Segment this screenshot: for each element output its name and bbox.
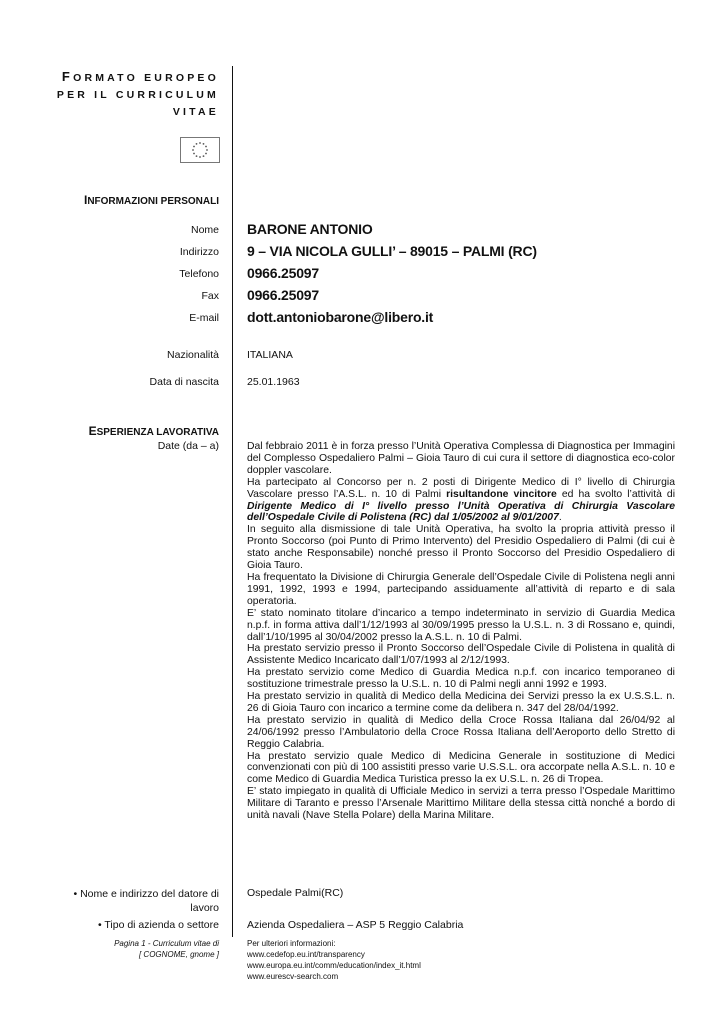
eu-flag-icon: [180, 137, 220, 163]
experience-paragraph: E’ stato impiegato in qualità di Ufficiale Medico in servizi a terra presso l’Ospedale Marittimo Militare di Taranto e presso l’Arsenale Marittimo Militare della stessa città nonché a bordo di unità navali (Nave Stella Polare) della Marina Militare.: [247, 786, 675, 822]
address-label: Indirizzo: [179, 246, 219, 258]
fax-value: 0966.25097: [247, 287, 319, 303]
page-title: [57, 68, 219, 121]
title-line-1-text: ORMATO EUROPEO: [73, 72, 219, 84]
footer-links: [247, 938, 421, 982]
experience-description: [247, 441, 675, 822]
footer-page-number: Pagina 1 - Curriculum vitae di: [114, 939, 219, 948]
text-bold: risultandone vincitore: [446, 488, 557, 500]
company-type-label: • Tipo di azienda o settore: [97, 919, 219, 931]
experience-paragraph: Ha frequentato la Divisione di Chirurgia Generale dell’Ospedale Civile di Polistena negli anni 1991, 1992, 1993 e 1994, partecipando assiduamente all’attività di reparto e di sala operatoria.: [247, 571, 675, 607]
experience-paragraph: Ha prestato servizio presso il Pronto Soccorso dell’Ospedale Civile di Polistena in qualità di Assistente Medico Incaricato dall’1/07/1993 al 2/12/1993.: [247, 643, 675, 667]
experience-paragraph: E’ stato nominato titolare d’incarico a tempo indeterminato in servizio di Guardia Medica n.p.f. in forma attiva dall’1/12/1993 al 30/09/1995 presso la U.S.L. n. 3 di Rossano e, quindi, dall’1/10/1995 al 30/04/2002 presso la A.S.L. n. 10 di Palmi.: [247, 607, 675, 643]
title-line-2: PER IL CURRICULUM: [56, 89, 219, 101]
address-value: 9 – VIA NICOLA GULLI’ – 89015 – PALMI (RC): [247, 243, 537, 259]
name-label: Nome: [190, 224, 219, 236]
section-text: NFORMAZIONI PERSONALI: [87, 196, 219, 207]
nationality-value: ITALIANA: [247, 349, 293, 361]
fax-label: Fax: [201, 290, 219, 302]
experience-paragraph: Ha prestato servizio in qualità di Medico della Croce Rossa Italiana dal 26/04/92 al 24/06/1992 presso l’Ambulatorio della Croce Rossa Italiana dell’Aeroporto dello Stretto di Reggio Calabria.: [247, 714, 675, 750]
footer-link[interactable]: www.cedefop.eu.int/transparency: [247, 950, 365, 959]
employer-value: Ospedale Palmi(RC): [247, 887, 344, 899]
section-initial: I: [83, 193, 88, 207]
text-run: ed ha svolto l’attività di: [556, 488, 675, 500]
section-personal-info: [84, 193, 219, 207]
employer-label-line-1: • Nome e indirizzo del datore di: [73, 888, 219, 900]
experience-paragraph: [247, 477, 675, 525]
footer-link[interactable]: www.eurescv-search.com: [247, 972, 339, 981]
phone-label: Telefono: [179, 268, 219, 280]
footer-link[interactable]: www.europa.eu.int/comm/education/index_it.html: [247, 961, 421, 970]
text-run: Ha partecipato al Concorso per n. 2 posti di Dirigente Medico di I° livello di Chirurgia Vascolare presso l’A.S.L. n. 10 di Palmi: [247, 476, 675, 500]
employer-label-line-2: lavoro: [190, 902, 219, 914]
nationality-label: Nazionalità: [167, 349, 219, 361]
experience-paragraph: Ha prestato servizio in qualità di Medico della Medicina dei Servizi presso la ex U.S.S.L. n. 26 di Gioia Tauro con incarico a termine come da delibera n. 347 del 28/04/1992.: [247, 691, 675, 714]
section-text: SPERIENZA LAVORATIVA: [96, 427, 219, 438]
experience-paragraph: Dal febbraio 2011 è in forza presso l’Unità Operativa Complessa di Diagnostica per Immagini del Complesso Ospedaliero Palmi – Gioia Tauro di cui cura il settore di diagnostica eco-color doppler vascolare.: [247, 441, 675, 476]
phone-value: 0966.25097: [247, 265, 319, 281]
experience-paragraph: In seguito alla dismissione di tale Unità Operativa, ha svolto la propria attività presso il Pronto Soccorso (poi Punto di Primo Intervento) del Presidio Ospedaliero di Palmi (di cui è stato anche Responsabile) nonché presso il Pronto Soccorso del Presidio Ospedaliero di Gioia Tauro.: [247, 524, 675, 572]
footer-page-info: [114, 938, 219, 960]
title-line-1: [57, 68, 219, 87]
footer-name-placeholder: [ COGNOME, gnome ]: [138, 950, 219, 959]
text-run: .: [558, 512, 562, 524]
employer-label: [74, 887, 220, 915]
birth-date-label: Data di nascita: [149, 376, 219, 388]
experience-paragraph: Ha prestato servizio come Medico di Guardia Medica n.p.f. con incarico temporaneo di sostituzione trimestrale presso la U.S.L. n. 10 di Palmi negli anni 1992 e 1993.: [247, 667, 675, 691]
vertical-divider: [232, 66, 233, 937]
email-label: E-mail: [189, 312, 219, 324]
experience-paragraph: Ha prestato servizio quale Medico di Medicina Generale in sostituzione di Medici convenzionati con più di 100 assistiti presso varie U.S.S.L. ora accorpate nella A.S.L. n. 10 e come Medico di Guardia Medica Turistica presso la ex U.S.L. n. 26 di Tropea.: [247, 750, 675, 786]
section-initial: E: [88, 424, 97, 438]
section-work-experience: [89, 424, 219, 438]
text-bold-italic: Dirigente Medico di I° livello presso l’Unità Operativa di Chirurgia Vascolare dell’Ospedale Civile di Polistena (RC) dal 1/05/2002 al 9/01/2007: [247, 500, 675, 524]
date-range-label: Date (da – a): [157, 440, 219, 452]
name-value: BARONE ANTONIO: [247, 221, 373, 237]
email-value: dott.antoniobarone@libero.it: [247, 309, 434, 325]
birth-date-value: 25.01.1963: [247, 376, 300, 388]
title-initial: F: [61, 69, 74, 84]
company-type-value: Azienda Ospedaliera – ASP 5 Reggio Calabria: [247, 919, 464, 931]
title-line-3: VITAE: [172, 106, 219, 118]
footer-info-heading: Per ulteriori informazioni:: [247, 939, 336, 948]
